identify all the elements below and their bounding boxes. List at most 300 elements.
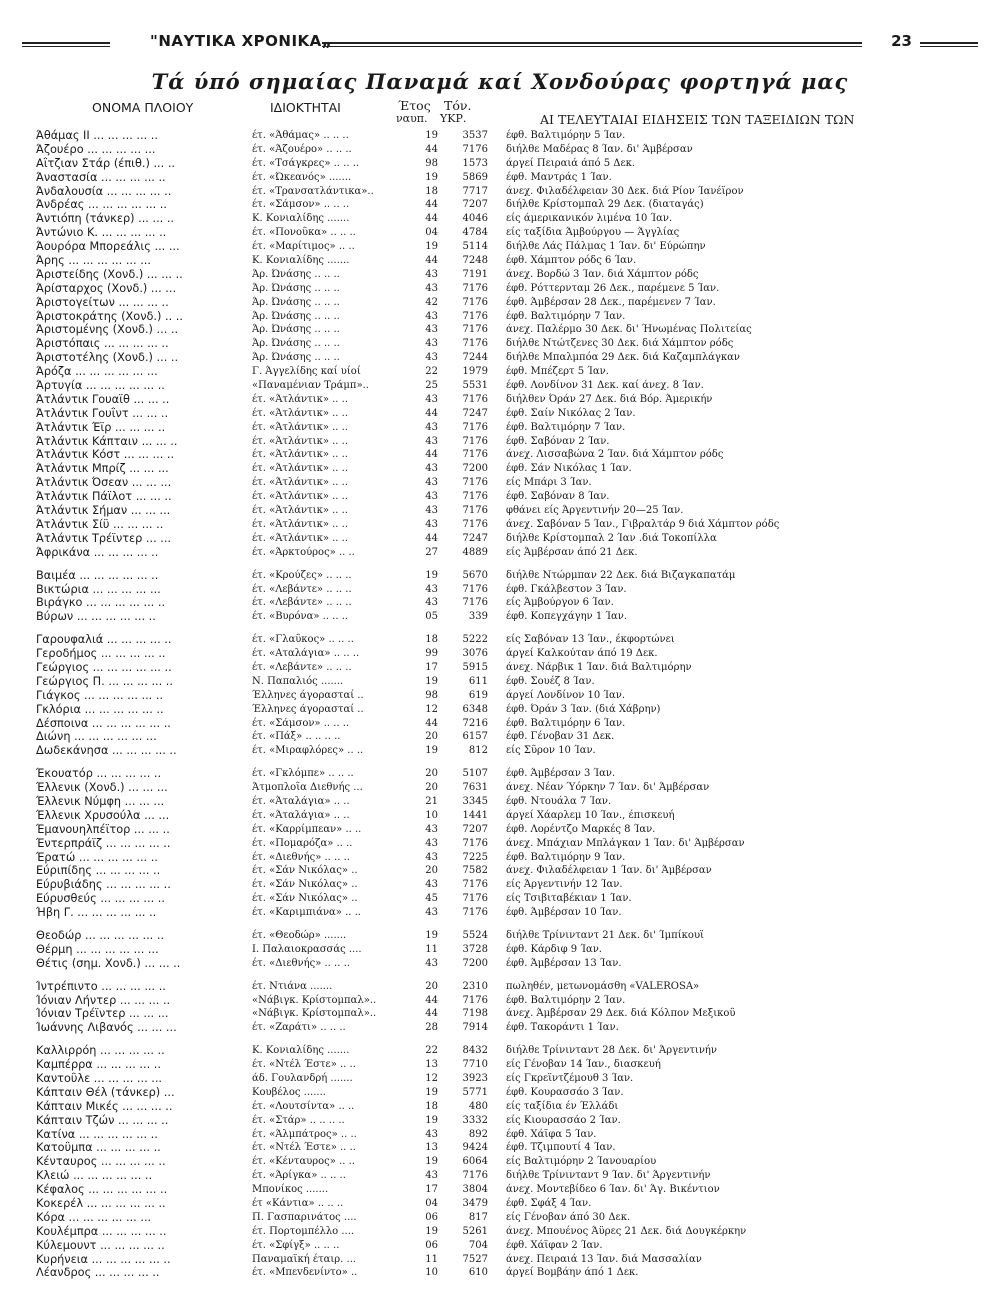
voyage-news: άνεχ. Παλέρμο 30 Δεκ. δι' Ήνωμένας Πολιτείας xyxy=(506,324,752,336)
ship-name: Ίντρέπιντο ... ... ... ... .. xyxy=(36,979,166,993)
ship-owner: έτ. «Άτλάντικ» .. .. xyxy=(252,532,349,544)
ship-name: Γεροδήμος ... ... ... ... .. xyxy=(36,647,166,661)
ship-owner: έτ. «Άρίγκα» .. .. .. xyxy=(252,1170,346,1182)
voyage-news: διήλθε Τρίνινταντ 28 Δεκ. δι' Άργεντινήν xyxy=(506,1045,717,1057)
ship-owner: Έλληνες άγορασταί .. xyxy=(252,689,364,701)
voyage-news: είς Γένοβαν 14 Ίαν., διασκευή xyxy=(506,1059,661,1071)
ship-owner: έτ. «Άτλάντικ» .. .. xyxy=(252,491,349,503)
table-row xyxy=(36,1169,976,1183)
ship-owner: έτ. «Λουτσίντα» .. .. xyxy=(252,1100,355,1112)
column-header-owner: ΙΔΙΟΚΤΗΤΑΙ xyxy=(270,100,341,115)
ship-owner: έτ. «Άτλάντικ» .. .. xyxy=(252,463,349,475)
build-year: 98 xyxy=(425,157,438,169)
voyage-news: έφθ. Βαλτιμόρην 9 Ίαν. xyxy=(506,851,626,863)
tonnage: 7176 xyxy=(462,583,488,595)
build-year: 43 xyxy=(425,435,438,447)
column-header-news: ΑΙ ΤΕΛΕΥΤΑΙΑΙ ΕΙΔΗΣΕΙΣ ΤΩΝ ΤΑΞΕΙΔΙΩΝ ΤΩΝ xyxy=(540,112,855,127)
table-row xyxy=(36,583,976,597)
voyage-news: έφθ. Σουέζ 8 Ίαν. xyxy=(506,675,595,687)
tonnage: 7207 xyxy=(462,199,488,211)
build-year: 19 xyxy=(425,1156,438,1168)
build-year: 12 xyxy=(425,1073,438,1084)
ship-name: Άρης ... ... ... ... ... ... xyxy=(36,254,151,268)
tonnage: 7200 xyxy=(462,957,488,969)
tonnage: 1441 xyxy=(462,809,488,821)
ship-name: Έλλενικ (Χονδ.) ... ... ... xyxy=(36,781,168,795)
table-row xyxy=(36,1044,976,1058)
voyage-news: άνεχ. Νάρβικ 1 Ίαν. διά Βαλτιμόρην xyxy=(506,661,692,673)
voyage-news: είς Γένοβαν άπό 30 Δεκ. xyxy=(506,1211,631,1223)
build-year: 45 xyxy=(425,893,438,905)
build-year: 43 xyxy=(425,1170,438,1182)
ship-owner: έτ. «Σάμσον» .. .. .. xyxy=(252,199,350,211)
ship-name: Άριστοκράτης (Χονδ.) .. .. xyxy=(36,309,183,323)
ship-name: Άτλάντικ Γουαϊθ ... ... .. xyxy=(36,392,170,406)
tonnage: 7176 xyxy=(462,597,488,609)
table-row xyxy=(36,185,976,199)
build-year: 43 xyxy=(425,823,438,835)
voyage-news: είς ταξίδια Άμβούργου — Άγγλίας xyxy=(506,227,680,239)
voyage-news: έφθ. Σάν Νικόλας 1 Ίαν. xyxy=(506,463,632,475)
tonnage: 7176 xyxy=(462,1170,488,1182)
build-year: 28 xyxy=(425,1022,438,1034)
table-row xyxy=(36,226,976,240)
build-year: 05 xyxy=(425,611,438,623)
column-header-name: ΟΝΟΜΑ ΠΛΟΙΟΥ xyxy=(92,100,194,115)
tonnage: 7225 xyxy=(462,851,488,863)
tonnage: 7914 xyxy=(462,1022,488,1034)
ship-name: Άθάμας ΙΙ ... ... ... ... .. xyxy=(36,129,158,142)
tonnage: 704 xyxy=(468,1239,488,1251)
build-year: 43 xyxy=(425,583,438,595)
tonnage: 812 xyxy=(468,745,488,757)
build-year: 98 xyxy=(425,689,438,701)
build-year: 44 xyxy=(425,213,438,225)
ship-owner: Ν. Παπαλιός ....... xyxy=(252,675,344,687)
build-year: 43 xyxy=(425,352,438,364)
tonnage: 817 xyxy=(468,1211,488,1223)
tonnage: 3345 xyxy=(462,795,488,807)
tonnage: 5114 xyxy=(462,241,488,253)
tonnage: 610 xyxy=(468,1267,488,1279)
magazine-title: "ΝΑΥΤΙΚΑ ΧΡΟΝΙΚΑ„ xyxy=(150,32,333,50)
build-year: 43 xyxy=(425,338,438,350)
tonnage: 7176 xyxy=(462,505,488,517)
tonnage: 6064 xyxy=(462,1156,488,1168)
voyage-news: έφθ. Βαλτιμόρην 7 Ίαν. xyxy=(506,310,626,322)
ship-name: Έκουατόρ ... ... ... ... .. xyxy=(36,767,162,781)
column-header-year-top: Έτος xyxy=(398,98,431,113)
voyage-news: άργεί Χάαρλεμ 10 Ίαν., έπισκευή xyxy=(506,809,675,821)
build-year: 21 xyxy=(425,795,438,807)
table-row xyxy=(36,1021,976,1035)
build-year: 27 xyxy=(425,546,438,558)
build-year: 19 xyxy=(425,929,438,941)
ship-name: Γεώργιος ... ... ... ... ... .. xyxy=(36,660,172,674)
ship-owner: έτ. «Άτλάντικ» .. .. xyxy=(252,393,349,405)
table-row xyxy=(36,851,976,865)
tonnage: 7244 xyxy=(462,352,488,364)
ship-name: Ήβη Γ. ... ... ... ... ... .. xyxy=(36,906,157,920)
build-year: 43 xyxy=(425,907,438,919)
build-year: 13 xyxy=(425,1142,438,1154)
ship-owner: έτ. «Μπεvδενίντο» .. xyxy=(252,1267,358,1279)
voyage-news: άνεχ. Μοντεβίδεο 6 Ίαν. δι' Άγ. Βικέντιον xyxy=(506,1184,720,1196)
voyage-news: έφθ. Άμβέρσαν 3 Ίαν. xyxy=(506,768,616,780)
ship-owner: έτ. «Κρούζες» .. .. .. xyxy=(252,569,352,581)
table-row xyxy=(36,809,976,823)
tonnage: 3332 xyxy=(462,1114,488,1126)
table-row xyxy=(36,157,976,171)
tonnage: 339 xyxy=(468,611,488,623)
table-row xyxy=(36,1100,976,1114)
ship-name: Βύρων ... ... ... ... ... .. xyxy=(36,610,156,624)
ship-owner: έτ. «Καρρίμπεαν» .. .. xyxy=(252,823,362,835)
header-rule-right xyxy=(920,42,978,47)
build-year: 42 xyxy=(425,296,438,308)
voyage-news: έφθ. Μπέζερτ 5 Ίαν. xyxy=(506,366,609,378)
page-number: 23 xyxy=(891,32,912,50)
tonnage: 7200 xyxy=(462,463,488,475)
build-year: 43 xyxy=(425,1128,438,1140)
table-row xyxy=(36,892,976,906)
tonnage: 7176 xyxy=(462,310,488,322)
tonnage: 9424 xyxy=(462,1142,488,1154)
build-year: 19 xyxy=(425,1114,438,1126)
table-row xyxy=(36,633,976,647)
tonnage: 5261 xyxy=(462,1225,488,1237)
build-year: 19 xyxy=(425,241,438,253)
table-row xyxy=(36,610,976,624)
voyage-news: έφθ. Χάμπτον ρόδς 6 Ίαν. xyxy=(506,255,637,267)
table-row xyxy=(36,1072,976,1086)
ship-owner: έτ. «Ντέλ Έστε» .. .. xyxy=(252,1142,356,1154)
header-rule-left xyxy=(22,42,110,47)
ship-owner: Π. Γασπαρινάτος .... xyxy=(252,1211,357,1223)
build-year: 13 xyxy=(425,1059,438,1071)
ship-owner: έτ. «Ζαράτι» .. .. .. xyxy=(252,1022,346,1034)
voyage-news: διήλθε Τρίνινταντ 21 Δεκ. δι' Ίμπίκουϊ xyxy=(506,929,704,941)
voyage-news: άνεχ. Φιλαδέλφειαν 1 Ίαν. δι' Άμβέρσαν xyxy=(506,865,712,877)
table-row xyxy=(36,1141,976,1155)
table-row xyxy=(36,703,976,717)
tonnage: 7176 xyxy=(462,518,488,530)
voyage-news: έφθ. Λορέντζο Μαρκές 8 Ίαν. xyxy=(506,823,656,835)
build-year: 18 xyxy=(425,1100,438,1112)
ship-name: Ίωάννης Λιβανός ... ... ... xyxy=(36,1021,177,1035)
ship-owner: έτ. «Τρανσατλάντικα».. xyxy=(252,185,374,197)
ship-name: Κύλεμουντ ... ... ... ... .. xyxy=(36,1238,165,1252)
tonnage: 7176 xyxy=(462,879,488,891)
ship-name: Καντοΰλε ... ... ... ... ... xyxy=(36,1072,163,1085)
ship-name: Άτλάντικ Γουΐντ ... ... .. xyxy=(36,406,169,420)
ship-name: Άρίσταρχος (Χονδ.) ... ... xyxy=(36,281,177,295)
build-year: 20 xyxy=(425,980,438,992)
voyage-news: είς Άργεντινήν 12 Ίαν. xyxy=(506,879,623,891)
table-row xyxy=(36,351,976,365)
build-year: 44 xyxy=(425,532,438,544)
tonnage: 3537 xyxy=(462,130,488,141)
ship-name: Καλλιρρόη ... ... ... ... .. xyxy=(36,1044,165,1058)
voyage-news: έφθ. Ντουάλα 7 Ίαν. xyxy=(506,795,612,807)
tonnage: 7176 xyxy=(462,296,488,308)
tonnage: 5524 xyxy=(462,929,488,941)
voyage-news: άνεχ. Μπάχιαν Μπλάγκαν 1 Ίαν. δι' Άμβέρσαν xyxy=(506,837,745,849)
ship-name: Έρατώ ... ... ... ... ... .. xyxy=(36,850,158,864)
ship-owner: Έλληνες άγορασταί .. xyxy=(252,703,364,715)
tonnage: 7176 xyxy=(462,449,488,461)
table-row xyxy=(36,837,976,851)
table-row xyxy=(36,661,976,675)
voyage-news: έφθ. Όράν 3 Ίαν. (διά Χάβρην) xyxy=(506,703,661,715)
voyage-news: έφθ. Σαίν Νικόλας 2 Ίαν. xyxy=(506,407,636,419)
ship-owner: Κ. Κονιαλίδης ....... xyxy=(252,255,350,267)
voyage-news: διήλθε Τρίνινταντ 9 Ίαν. δι' Άργεντινήν xyxy=(506,1170,711,1182)
build-year: 22 xyxy=(425,366,438,378)
ship-name: Καμπέρρα ... ... ... ... .. xyxy=(36,1058,161,1072)
voyage-news: είς Άμβέρσαν άπό 21 Δεκ. xyxy=(506,546,638,558)
page-header xyxy=(22,32,978,56)
tonnage: 4784 xyxy=(462,227,488,239)
voyage-news: έφθ. Τακοράντι 1 Ίαν. xyxy=(506,1022,619,1034)
build-year: 44 xyxy=(425,199,438,211)
ship-owner: έτ. «Θεοδώρ» ....... xyxy=(252,929,347,941)
table-row xyxy=(36,365,976,379)
build-year: 04 xyxy=(425,227,438,239)
tonnage: 7176 xyxy=(462,143,488,155)
column-header-year-bottom: ναυπ. xyxy=(396,112,428,125)
voyage-news: έφθ. Σαβόναν 8 Ίαν. xyxy=(506,491,610,503)
table-row xyxy=(36,1128,976,1142)
build-year: 22 xyxy=(425,1045,438,1057)
ship-name: Άτλάντικ Έϊρ ... ... ... .. xyxy=(36,420,166,434)
ship-owner: έτ. «Ώκεανός» ....... xyxy=(252,171,352,183)
ship-owner: έτ. «Πονοΰκα» .. .. .. xyxy=(252,227,356,239)
voyage-news: έφθ. Γκάλβεστον 3 Ίαν. xyxy=(506,583,627,595)
ship-name: Κυρήνεια ... ... ... ... ... .. xyxy=(36,1252,171,1266)
column-header-ton-bottom: ΥΚΡ. xyxy=(440,112,467,125)
ship-owner: έτ. «Σάν Νικόλας» .. xyxy=(252,893,358,905)
build-year: 43 xyxy=(425,268,438,280)
ship-owner: έτ. «Διεθνής» .. .. .. xyxy=(252,957,350,969)
ship-name: Άτλάντικ Κάπταιν ... ... .. xyxy=(36,434,178,448)
voyage-news: διήλθεν Όράν 27 Δεκ. διά Βόρ. Άμερικήν xyxy=(506,393,713,405)
tonnage: 7176 xyxy=(462,324,488,336)
ship-name: Διώνη ... ... ... ... ... ... xyxy=(36,730,157,744)
voyage-news: άνεχ. Άμβέρσαν 29 Δεκ. διά Κόλπον Μεξικοΰ xyxy=(506,1008,736,1020)
build-year: 43 xyxy=(425,421,438,433)
ship-owner: έτ. «Καριμπιάνα» .. .. xyxy=(252,907,361,919)
voyage-news: είς Γκρεϊντζέμουθ 3 Ίαν. xyxy=(506,1073,634,1084)
table-row xyxy=(36,689,976,703)
ship-name: Άντώνιο Κ. ... ... ... ... .. xyxy=(36,226,167,240)
build-year: 43 xyxy=(425,505,438,517)
ship-owner: έτ. «Σάμσον» .. .. .. xyxy=(252,717,350,729)
ship-owner: έτ. «Άζουέρο» .. .. .. xyxy=(252,143,352,155)
page-title: Τά ύπό σημαίας Παναμά καί Χονδούρας φορτηγά μας xyxy=(151,69,849,94)
tonnage: 4046 xyxy=(462,213,488,225)
ship-owner: Άρ. Ώνάσης .. .. .. xyxy=(252,324,340,336)
ship-name: Κένταυρος ... ... ... ... .. xyxy=(36,1155,166,1169)
build-year: 06 xyxy=(425,1211,438,1223)
ship-name: Θέρμη ... ... ... ... ... ... xyxy=(36,942,159,956)
tonnage: 7176 xyxy=(462,893,488,905)
table-row xyxy=(36,393,976,407)
table-row xyxy=(36,240,976,254)
ship-owner: Άρ. Ώνάσης .. .. .. xyxy=(252,296,340,308)
ship-owner: έτ. Ντιάνα ....... xyxy=(252,980,333,992)
ship-name: Άναστασία ... ... ... ... .. xyxy=(36,170,166,184)
tonnage: 7176 xyxy=(462,837,488,849)
build-year: 19 xyxy=(425,745,438,757)
table-row xyxy=(36,906,976,920)
tonnage: 7248 xyxy=(462,255,488,267)
build-year: 19 xyxy=(425,569,438,581)
table-row xyxy=(36,994,976,1008)
tonnage: 4889 xyxy=(462,546,488,558)
tonnage: 5670 xyxy=(462,569,488,581)
table-row xyxy=(36,744,976,758)
tonnage: 6157 xyxy=(462,731,488,743)
build-year: 20 xyxy=(425,731,438,743)
build-year: 17 xyxy=(425,1184,438,1196)
ship-name: Άζουέρο ... ... ... ... ... xyxy=(36,142,156,156)
table-row xyxy=(36,435,976,449)
table-row xyxy=(36,1183,976,1197)
voyage-news: άργεί Πειραιά άπό 5 Δεκ. xyxy=(506,157,636,169)
ship-owner: έτ. «Λεβάντε» .. .. .. xyxy=(252,583,352,595)
ship-name: Γκλόρια ... ... ... ... ... .. xyxy=(36,702,164,716)
voyage-news: είς Άμβούργον 6 Ίαν. xyxy=(506,597,614,609)
table-row xyxy=(36,282,976,296)
table-row xyxy=(36,476,976,490)
build-year: 99 xyxy=(425,648,438,660)
ship-name: Γαρουφαλιά ... ... ... ... .. xyxy=(36,633,172,647)
ship-name: Άουρόρα Μπορεάλις ... ... xyxy=(36,240,180,254)
voyage-news: πωληθέν, μετωνομάσθη «VALEROSA» xyxy=(506,980,700,992)
table-row xyxy=(36,1225,976,1239)
ship-name: Άτλάντικ Σήμαν ... ... ... xyxy=(36,504,171,518)
table-row xyxy=(36,143,976,157)
table-row xyxy=(36,532,976,546)
voyage-news: έφθ. Κοπεγχάγην 1 Ίαν. xyxy=(506,611,627,623)
ship-name: Ίόνιαν Λήντερ ... ... ... .. xyxy=(36,993,171,1007)
ship-owner: έτ. «Πάξ» .. .. .. .. xyxy=(252,731,341,743)
ship-name: Κάπταιν Τζών ... ... ... .. xyxy=(36,1113,169,1127)
table-row xyxy=(36,198,976,212)
voyage-news: άργεί Καλκούταν άπό 19 Δεκ. xyxy=(506,648,658,660)
build-year: 19 xyxy=(425,1225,438,1237)
voyage-news: άνεχ. Φιλαδέλφειαν 30 Δεκ. διά Ρίον Ίανέϊρον xyxy=(506,185,744,197)
ship-name: Γεώργιος Π. ... ... ... ... .. xyxy=(36,674,173,688)
build-year: 43 xyxy=(425,310,438,322)
table-row xyxy=(36,1239,976,1253)
table-row xyxy=(36,1007,976,1021)
voyage-news: άνεχ. Νέαν Ύόρκην 7 Ίαν. δι' Άμβέρσαν xyxy=(506,782,710,794)
tonnage: 7176 xyxy=(462,282,488,294)
ship-name: Έντερπράϊζ ... ... ... ... .. xyxy=(36,836,171,850)
tonnage: 7191 xyxy=(462,268,488,280)
table-row xyxy=(36,569,976,583)
build-year: 25 xyxy=(425,380,438,392)
ship-owner: έτ. «Στάρ» .. .. .. .. xyxy=(252,1114,345,1126)
voyage-news: είς Βαλτιμόρην 2 Ίανουαρίου xyxy=(506,1156,657,1168)
ship-owner: έτ. «Κένταυρος» .. .. xyxy=(252,1156,355,1168)
voyage-news: άνεχ. Βορδώ 3 Ίαν. διά Χάμπτον ρόδς xyxy=(506,268,699,280)
ship-name: Κάπταιν Μικές ... ... ... .. xyxy=(36,1099,173,1113)
build-year: 44 xyxy=(425,255,438,267)
tonnage: 7207 xyxy=(462,823,488,835)
voyage-news: έφθ. Γένοβαν 31 Δεκ. xyxy=(506,731,615,743)
tonnage: 7717 xyxy=(462,185,488,197)
ship-name: Δέσποινα ... ... ... ... ... .. xyxy=(36,716,171,730)
tonnage: 892 xyxy=(468,1128,488,1140)
ship-name: Θεοδώρ ... ... ... ... ... .. xyxy=(36,928,165,942)
table-row xyxy=(36,323,976,337)
ship-owner: Γ. Άγγελίδης καί υίοί xyxy=(252,366,361,378)
voyage-news: διήλθε Λάς Πάλμας 1 Ίαν. δι' Εύρώπην xyxy=(506,241,706,253)
table-row xyxy=(36,781,976,795)
table-row xyxy=(36,1211,976,1225)
voyage-news: άνεχ. Λισσαβώνα 2 Ίαν. διά Χάμπτον ρόδς xyxy=(506,449,724,461)
voyage-news: έφθ. Χάϊφα 5 Ίαν. xyxy=(506,1128,597,1140)
voyage-news: έφθ. Τζιμπουτί 4 Ίαν. xyxy=(506,1142,616,1154)
ship-name: Βικτώρια ... ... ... ... ... xyxy=(36,582,161,596)
ship-name: Άρτυγία ... ... ... ... ... .. xyxy=(36,379,165,393)
build-year: 43 xyxy=(425,491,438,503)
tonnage: 619 xyxy=(468,689,488,701)
table-row xyxy=(36,448,976,462)
build-year: 17 xyxy=(425,661,438,673)
tonnage: 7176 xyxy=(462,421,488,433)
table-row xyxy=(36,129,976,143)
voyage-news: έφθ. Μαντράς 1 Ίαν. xyxy=(506,171,612,183)
build-year: 10 xyxy=(425,1267,438,1279)
ship-owner: έτ. «Βυρόνα» .. .. .. xyxy=(252,611,349,623)
ship-owner: Άτμοπλοΐα Διεθνής ... xyxy=(252,782,363,794)
tonnage: 3479 xyxy=(462,1198,488,1210)
voyage-news: άνεχ. Σαβόναν 5 Ίαν., Γιβραλτάρ 9 διά Χάμπτον ρόδς xyxy=(506,518,780,530)
build-year: 43 xyxy=(425,879,438,891)
ship-name: Αΐτζιαν Στάρ (έπιθ.) ... .. xyxy=(36,156,175,170)
tonnage: 7176 xyxy=(462,435,488,447)
ship-name: Δωδεκάνησα ... ... ... ... .. xyxy=(36,744,177,758)
ship-owner: έτ. «Άρκτούρος» .. .. xyxy=(252,546,355,558)
ship-name: Άτλάντικ Τρέϊντερ ... ... xyxy=(36,531,172,545)
voyage-news: άνεχ. Πειραιά 13 Ίαν. διά Μασσαλίαν xyxy=(506,1253,702,1265)
table-row xyxy=(36,171,976,185)
ship-name: Κάπταιν Θέλ (τάνκερ) ... xyxy=(36,1085,175,1099)
voyage-news: έφθ. Βαλτιμόρην 7 Ίαν. xyxy=(506,421,626,433)
voyage-news: άργεί Λονδίνον 10 Ίαν. xyxy=(506,689,626,701)
build-year: 18 xyxy=(425,634,438,646)
ship-name: Έλλενικ Νύμφη ... ... ... xyxy=(36,794,165,808)
voyage-news: είς άμερικανικόν λιμένα 10 Ίαν. xyxy=(506,213,673,225)
ship-owner: Κ. Κονιαλίδης ....... xyxy=(252,213,350,225)
table-row xyxy=(36,518,976,532)
voyage-news: έφθ. Σαβόναν 2 Ίαν. xyxy=(506,435,610,447)
ship-name: Έλλενικ Χρυσούλα ... ... xyxy=(36,808,170,822)
ship-name: Άτλάντικ Μπρίζ ... ... ... xyxy=(36,462,169,476)
ship-owner: έτ. «Άτλάντικ» .. .. xyxy=(252,518,349,530)
ship-owner: έτ. «Τσάγκρες» .. .. .. xyxy=(252,157,360,169)
ship-owner: έτ. «Άτλάντικ» .. .. xyxy=(252,407,349,419)
voyage-news: είς Τσιβιταβέκιαν 1 Ίαν. xyxy=(506,893,632,905)
voyage-news: έφθ. Χάϊφαν 2 Ίαν. xyxy=(506,1239,603,1251)
voyage-news: άργεί Βομβάην άπό 1 Δεκ. xyxy=(506,1267,639,1279)
build-year: 20 xyxy=(425,782,438,794)
voyage-news: διήλθε Μαδέρας 8 Ίαν. δι' Άμβέρσαν xyxy=(506,143,693,155)
